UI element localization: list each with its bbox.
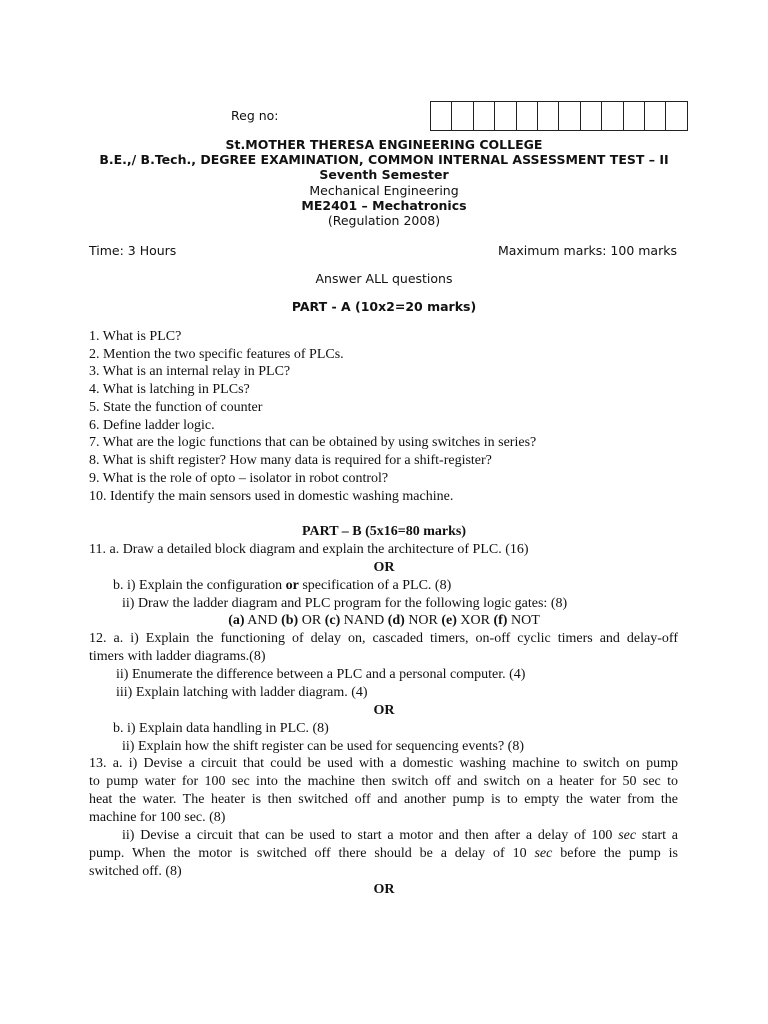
reg-no-digit-box[interactable] [430, 101, 451, 131]
semester: Seventh Semester [319, 167, 449, 182]
or-separator: OR [373, 703, 395, 718]
reg-no-digit-box[interactable] [644, 101, 665, 131]
q11b-i: b. i) Explain the configuration or specification of a PLC. (8) [113, 578, 452, 593]
reg-no-boxes[interactable] [430, 101, 688, 131]
part-a-question: 9. What is the role of opto – isolator in robot control? [89, 471, 389, 486]
q13a-line: machine for 100 sec. (8) [89, 810, 226, 825]
q12a-line: 12. a. i) Explain the functioning of delay on, cascaded timers, on-off cyclic timers and delay-off [89, 631, 678, 646]
q13a-line: 13. a. i) Devise a circuit that could be used with a domestic washing machine to switch on pump [89, 756, 678, 771]
part-a-title: PART - A (10x2=20 marks) [291, 299, 477, 314]
gate-key: (f) [493, 613, 508, 628]
q13a-ii-line: ii) Devise a circuit that can be used to start a motor and then after a delay of 100 sec start a [122, 828, 678, 843]
part-a-question: 6. Define ladder logic. [89, 418, 215, 433]
instruction: Answer ALL questions [315, 271, 453, 286]
reg-no-digit-box[interactable] [451, 101, 472, 131]
q13a-line: heat the water. The heater is then switched off and another pump is to empty the water from the [89, 792, 678, 807]
reg-no-digit-box[interactable] [473, 101, 494, 131]
gate-name: NOR [404, 613, 442, 628]
q13a-ii-line: pump. When the motor is switched off there should be a delay of 10 sec before the pump is [89, 846, 678, 861]
q12a-iii: iii) Explain latching with ladder diagram. (4) [116, 685, 368, 700]
or-separator: OR [373, 560, 395, 575]
gate-key: (b) [281, 613, 299, 628]
exam-title: B.E.,/ B.Tech., DEGREE EXAMINATION, COMMON INTERNAL ASSESSMENT TEST – II [99, 152, 669, 167]
college-name: St.MOTHER THERESA ENGINEERING COLLEGE [225, 137, 543, 152]
gate-name: NAND [340, 613, 388, 628]
part-a-question: 5. State the function of counter [89, 400, 263, 415]
part-a-question: 10. Identify the main sensors used in domestic washing machine. [89, 489, 454, 504]
gate-key: (e) [441, 613, 457, 628]
reg-no-digit-box[interactable] [494, 101, 515, 131]
part-a-question: 4. What is latching in PLCs? [89, 382, 250, 397]
gate-name: OR [298, 613, 325, 628]
gate-key: (d) [387, 613, 405, 628]
q11b-ii: ii) Draw the ladder diagram and PLC program for the following logic gates: (8) [122, 596, 568, 611]
reg-no-digit-box[interactable] [580, 101, 601, 131]
part-a-question: 2. Mention the two specific features of PLCs. [89, 347, 344, 362]
reg-no-digit-box[interactable] [601, 101, 622, 131]
subject: ME2401 – Mechatronics [301, 198, 467, 213]
gate-key: (c) [324, 613, 341, 628]
reg-no-digit-box[interactable] [665, 101, 687, 131]
gate-name: AND [244, 613, 282, 628]
part-a-question: 8. What is shift register? How many data is required for a shift-register? [89, 453, 492, 468]
reg-no-label: Reg no: [231, 108, 279, 123]
gate-key: (a) [228, 613, 245, 628]
part-a-question: 1. What is PLC? [89, 329, 182, 344]
part-a-question: 7. What are the logic functions that can be obtained by using switches in series? [89, 435, 537, 450]
part-b-title: PART – B (5x16=80 marks) [301, 524, 467, 539]
reg-no-digit-box[interactable] [516, 101, 537, 131]
department: Mechanical Engineering [309, 183, 459, 198]
reg-no-digit-box[interactable] [623, 101, 644, 131]
gate-name: NOT [507, 613, 540, 628]
gate-name: XOR [456, 613, 494, 628]
or-separator: OR [373, 882, 395, 897]
q13a-ii-line: switched off. (8) [89, 864, 182, 879]
part-a-question: 3. What is an internal relay in PLC? [89, 364, 291, 379]
logic-gates-list [0, 613, 768, 629]
exam-time: Time: 3 Hours [89, 243, 177, 258]
q11a: 11. a. Draw a detailed block diagram and explain the architecture of PLC. (16) [89, 542, 529, 557]
regulation: (Regulation 2008) [327, 213, 441, 228]
q13a-line: to pump water for 100 sec into the machine then switch off and switch on a heater for 50 sec to [89, 774, 678, 789]
reg-no-digit-box[interactable] [558, 101, 579, 131]
q12b-i: b. i) Explain data handling in PLC. (8) [113, 721, 329, 736]
max-marks: Maximum marks: 100 marks [497, 243, 677, 258]
reg-no-digit-box[interactable] [537, 101, 558, 131]
q12b-ii: ii) Explain how the shift register can be used for sequencing events? (8) [122, 739, 524, 754]
q12a-ii: ii) Enumerate the difference between a PLC and a personal computer. (4) [116, 667, 526, 682]
q12a-line: timers with ladder diagrams.(8) [89, 649, 266, 664]
